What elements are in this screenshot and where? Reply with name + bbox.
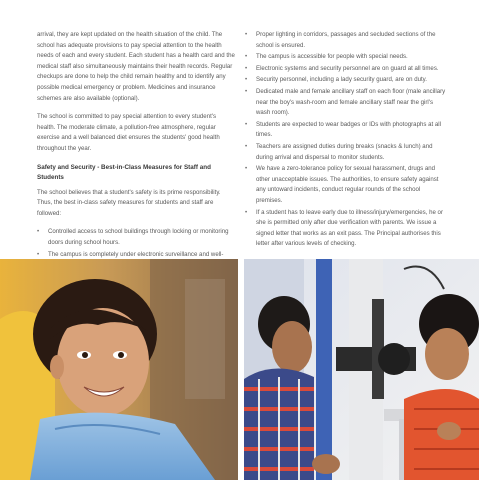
paragraph-health-care: arrival, they are kept updated on the health situation of the child. The school has adequate provisions to pay special attention to the health needs of each and every student. Each student has a health card and the medical staff also simultaneously maintains their health records. Regular checkups are done to help the child remain healthy and to identify any possible medical emergency or problem. Medicines and insurance schemes are also available (optional). bbox=[37, 31, 235, 102]
list-item: • We have a zero-tolerance policy for sexual harassment, drugs and other unacceptable issues. The authorities, to ensure safety against any untoward incidents, conduct regular rounds of the school premises. bbox=[245, 164, 447, 206]
photo-smiling-boy bbox=[0, 259, 238, 480]
left-text-column bbox=[37, 30, 235, 294]
paragraph-health-commitment: The school is committed to pay special attention to every student's health. The moderate climate, a pollution-free atmosphere, regular exercise and a well balanced diet ensures the students' good health throughout the year. bbox=[37, 113, 220, 152]
list-item: • Proper lighting in corridors, passages and secluded sections of the school is ensured. bbox=[245, 30, 447, 51]
list-item: • Electronic systems and security personnel are on guard at all times. bbox=[245, 64, 447, 75]
photo-eye-examination bbox=[244, 259, 479, 480]
right-text-column bbox=[245, 30, 447, 251]
list-item: • Students are expected to wear badges or IDs with photographs at all times. bbox=[245, 120, 447, 141]
list-item: • If a student has to leave early due to illness/injury/emergencies, he or she is permitted only after due verification with parents. We issue a signed letter that works as an exit pass. The Principal authorises this letter after various levels of checking. bbox=[245, 208, 447, 250]
list-item: • The campus is completely under electronic surveillance and well- bbox=[37, 250, 235, 271]
list-item: • The campus is accessible for people with special needs. bbox=[245, 52, 447, 63]
list-item: • Security personnel, including a lady security guard, are on duty. bbox=[245, 75, 447, 86]
section-heading-safety: Safety and Security - Best-in-Class Measures for Staff and Students bbox=[37, 163, 211, 181]
list-item: • Dedicated male and female ancillary staff on each floor (male ancillary near the boy's wash-room and female ancillary staff near the girl's wash room). bbox=[245, 87, 447, 119]
paragraph-safety-intro: The school believes that a student's safety is its prime responsibility. Thus, the best in-class safety measures for students and staff are followed: bbox=[37, 188, 221, 217]
safety-list-right bbox=[245, 30, 447, 250]
list-item: • Teachers are assigned duties during breaks (snacks & lunch) and during arrival and dispersal to monitor students. bbox=[245, 142, 447, 163]
list-item: • Controlled access to school buildings through locking or monitoring doors during school hours. bbox=[37, 227, 235, 248]
